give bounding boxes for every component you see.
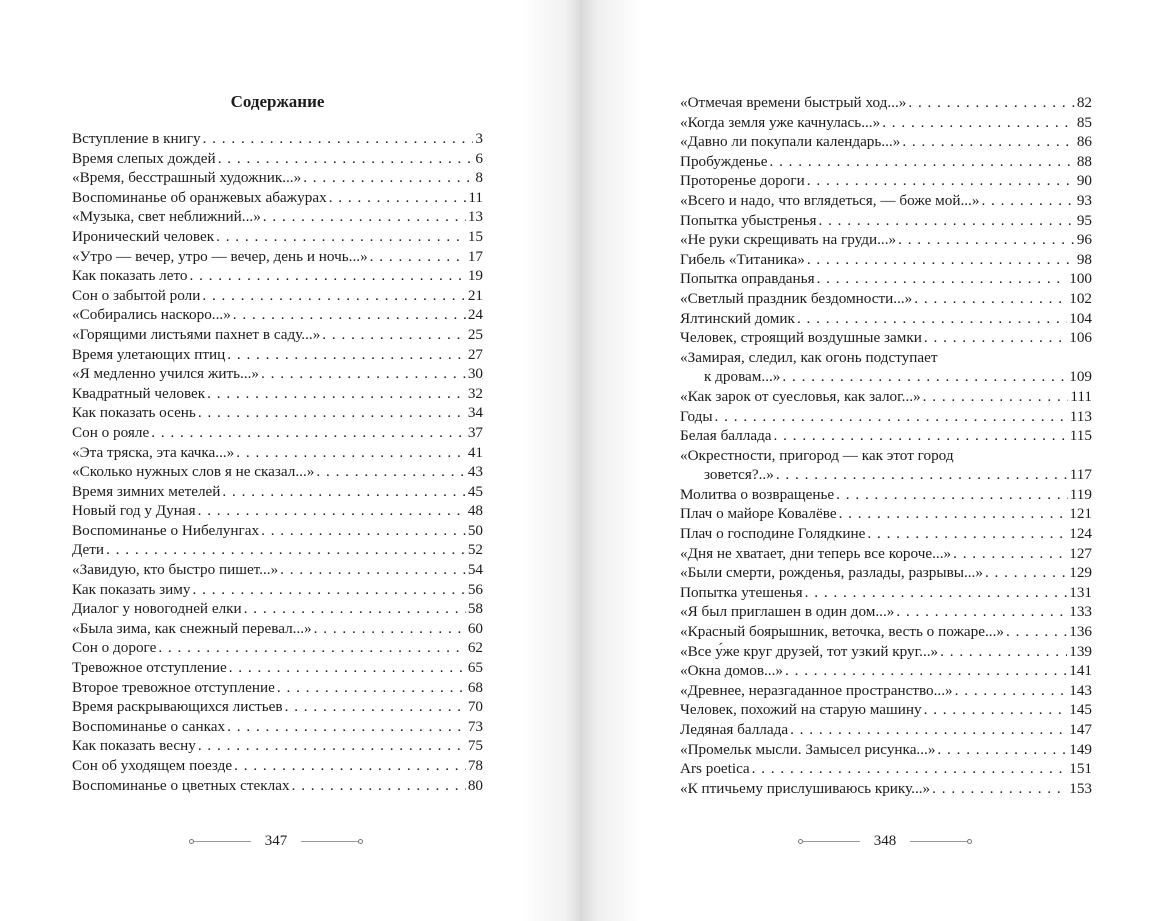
entry-title: «Сколько нужных слов я не сказал...» — [72, 463, 315, 481]
dot-leader — [151, 423, 466, 443]
dot-leader — [752, 759, 1068, 779]
entry-title: Время улетающих птиц — [72, 345, 226, 363]
toc-entry — [72, 403, 483, 423]
dot-leader — [1006, 622, 1067, 642]
entry-title-continued: зовется?..» — [704, 466, 774, 484]
entry-page: 54 — [467, 561, 483, 579]
entry-title: «Промельк мысли. Замысел рисунка...» — [680, 740, 936, 758]
dot-leader — [932, 779, 1067, 799]
entry-title: Гибель «Титаника» — [680, 250, 805, 268]
entry-page: 113 — [1069, 407, 1092, 425]
dot-leader — [924, 328, 1067, 348]
dot-leader — [261, 521, 466, 541]
toc-entry — [72, 462, 483, 482]
dot-leader — [222, 482, 465, 502]
dot-leader — [227, 345, 466, 365]
entry-title: Белая баллада — [680, 427, 772, 445]
toc-list-right — [680, 93, 1092, 798]
dot-leader — [807, 171, 1075, 191]
toc-entry — [680, 504, 1092, 524]
dot-leader — [203, 129, 474, 149]
entry-page: 60 — [467, 619, 483, 637]
entry-page: 143 — [1069, 681, 1092, 699]
dot-leader — [234, 756, 466, 776]
dot-leader — [329, 188, 467, 208]
entry-page: 98 — [1076, 250, 1092, 268]
dot-leader — [937, 740, 1067, 760]
entry-title: «Была зима, как снежный перевал...» — [72, 619, 312, 637]
entry-title: Как показать осень — [72, 404, 196, 422]
entry-page: 119 — [1069, 485, 1092, 503]
dot-leader — [218, 149, 474, 169]
entry-page: 115 — [1069, 427, 1092, 445]
entry-page: 27 — [467, 345, 483, 363]
entry-title: Новый год у Дуная — [72, 502, 196, 520]
entry-page: 43 — [467, 463, 483, 481]
toc-entry — [72, 423, 483, 443]
toc-entry — [72, 482, 483, 502]
entry-title: «Были смерти, рожденья, разлады, разрывы...» — [680, 564, 983, 582]
entry-title: «Светлый праздник бездомности...» — [680, 289, 913, 307]
entry-page: 93 — [1076, 191, 1092, 209]
toc-entry — [680, 563, 1092, 583]
entry-page: 8 — [475, 169, 483, 187]
toc-entry — [72, 364, 483, 384]
dot-leader — [158, 638, 465, 658]
entry-page: 78 — [467, 757, 483, 774]
toc-entry — [680, 269, 1092, 289]
entry-page: 95 — [1076, 211, 1092, 229]
toc-entry — [680, 622, 1092, 642]
toc-entry — [72, 678, 483, 698]
toc-entry — [72, 149, 483, 169]
dot-leader — [236, 443, 466, 463]
entry-title: Дети — [72, 541, 105, 559]
page-number-footer — [785, 833, 985, 850]
dot-leader — [981, 191, 1074, 211]
entry-page: 121 — [1069, 505, 1092, 523]
entry-page: 48 — [467, 502, 483, 520]
dot-leader — [322, 325, 466, 345]
dot-leader — [836, 485, 1068, 505]
entry-title: Попытка убыстренья — [680, 211, 817, 229]
toc-entry — [680, 211, 1092, 231]
toc-entry — [72, 717, 483, 737]
toc-entry — [72, 736, 483, 756]
dot-leader — [314, 619, 466, 639]
entry-title: Ледяная баллада — [680, 721, 789, 738]
entry-title: Сон о забытой роли — [72, 286, 201, 304]
toc-entry — [72, 560, 483, 580]
entry-title: «Я медленно учился жить...» — [72, 365, 259, 383]
page-number-footer — [176, 833, 376, 850]
dot-leader — [193, 580, 466, 600]
toc-entry — [72, 345, 483, 365]
entry-title: Человек, строящий воздушные замки — [680, 329, 922, 347]
entry-title: «Окна домов...» — [680, 662, 783, 680]
toc-entry — [72, 443, 483, 463]
toc-entry — [680, 230, 1092, 250]
entry-page: 37 — [467, 423, 483, 441]
entry-title: Воспоминанье о цветных стеклах — [72, 776, 290, 794]
entry-title: Человек, похожий на старую машину — [680, 701, 922, 719]
entry-page: 127 — [1069, 544, 1092, 562]
toc-entry — [680, 740, 1092, 760]
toc-entry — [680, 132, 1092, 152]
toc-entry — [680, 171, 1092, 191]
dot-leader — [198, 501, 466, 521]
entry-title: «Завидую, кто быстро пишет...» — [72, 561, 279, 579]
dot-leader — [198, 403, 466, 423]
entry-title-continued: к дровам...» — [704, 368, 781, 386]
entry-page: 13 — [467, 208, 483, 226]
page-number: 347 — [264, 833, 288, 849]
entry-title: Сон об уходящем поезде — [72, 757, 233, 774]
entry-page: 58 — [467, 600, 483, 618]
dot-leader — [940, 642, 1067, 662]
ornament-right-icon — [910, 839, 972, 844]
dot-leader — [902, 132, 1074, 152]
entry-page: 15 — [467, 227, 483, 245]
entry-page: 145 — [1069, 701, 1092, 719]
entry-page: 24 — [467, 306, 483, 324]
dot-leader — [898, 230, 1075, 250]
dot-leader — [316, 462, 465, 482]
toc-entry — [72, 325, 483, 345]
entry-title: «Все у́же круг друзей, тот узкий круг...» — [680, 642, 939, 660]
dot-leader — [923, 387, 1069, 407]
dot-leader — [797, 309, 1067, 329]
entry-title: Как показать лето — [72, 267, 188, 285]
entry-title: Тревожное отступление — [72, 659, 227, 677]
dot-leader — [261, 364, 466, 384]
dot-leader — [896, 602, 1067, 622]
entry-title: Воспоминанье об оранжевых абажурах — [72, 188, 327, 206]
dot-leader — [782, 367, 1067, 387]
dot-leader — [785, 661, 1067, 681]
entry-title: Сон о дороге — [72, 639, 157, 657]
dot-leader — [805, 583, 1068, 603]
entry-page: 32 — [467, 384, 483, 402]
dot-leader — [776, 465, 1068, 485]
toc-entry — [680, 407, 1092, 427]
page-number: 348 — [873, 833, 897, 849]
toc-entry — [680, 152, 1092, 172]
entry-title: Сон о рояле — [72, 423, 150, 441]
entry-page: 133 — [1069, 603, 1092, 621]
toc-entry — [72, 697, 483, 717]
toc-entry — [72, 756, 483, 776]
toc-entry — [72, 599, 483, 619]
toc-entry — [72, 658, 483, 678]
dot-leader — [292, 776, 466, 796]
toc-entry — [680, 661, 1092, 681]
entry-title: Диалог у новогодней елки — [72, 600, 242, 618]
entry-page: 80 — [467, 776, 483, 794]
toc-entry — [72, 266, 483, 286]
entry-title: Вступление в книгу — [72, 130, 201, 147]
entry-title: Ars poetica — [680, 760, 750, 778]
entry-page: 19 — [467, 267, 483, 285]
ornament-right-icon — [301, 839, 363, 844]
ornament-left-icon — [189, 839, 251, 844]
entry-page: 147 — [1069, 721, 1092, 738]
entry-title: «Горящими листьями пахнет в саду...» — [72, 325, 321, 343]
dot-leader — [106, 540, 466, 560]
dot-leader — [953, 544, 1067, 564]
right-page — [580, 0, 1165, 921]
dot-leader — [285, 697, 466, 717]
entry-page: 149 — [1069, 740, 1092, 758]
entry-title: Попытка оправданья — [680, 270, 815, 288]
entry-title: «Окрестности, пригород — как этот город — [680, 446, 954, 464]
entry-title: Ялтинский домик — [680, 309, 795, 327]
toc-entry — [680, 93, 1092, 113]
toc-entry — [680, 779, 1092, 799]
entry-title: Воспоминанье о санках — [72, 717, 226, 735]
entry-title: «Время, бесстрашный художник...» — [72, 169, 302, 187]
entry-title: «Утро — вечер, утро — вечер, день и ночь...» — [72, 247, 368, 265]
dot-leader — [908, 93, 1074, 113]
entry-page: 136 — [1069, 623, 1092, 641]
entry-page: 139 — [1069, 642, 1092, 660]
entry-page: 52 — [467, 541, 483, 559]
entry-title: Время зимних метелей — [72, 482, 221, 500]
entry-title: «Всего и надо, что вглядеться, — боже мой...» — [680, 191, 980, 209]
entry-page: 129 — [1069, 564, 1092, 582]
entry-page: 85 — [1076, 113, 1092, 131]
dot-leader — [882, 113, 1075, 133]
dot-leader — [985, 563, 1067, 583]
entry-title: «Отмечая времени быстрый ход...» — [680, 94, 907, 111]
entry-page: 82 — [1076, 94, 1092, 111]
entry-page: 75 — [467, 737, 483, 755]
entry-title: «Древнее, неразгаданное пространство...» — [680, 681, 953, 699]
entry-page: 3 — [475, 130, 483, 147]
entry-title: «Не руки скрещивать на груди...» — [680, 231, 897, 249]
entry-title: Проторенье дороги — [680, 172, 805, 190]
entry-title: Время раскрывающихся листьев — [72, 698, 283, 716]
toc-entry — [72, 286, 483, 306]
entry-page: 96 — [1076, 231, 1092, 249]
entry-page: 153 — [1069, 779, 1092, 797]
dot-leader — [774, 426, 1068, 446]
dot-leader — [790, 720, 1067, 740]
dot-leader — [227, 717, 466, 737]
contents-heading: Содержание — [230, 92, 325, 111]
dot-leader — [807, 250, 1075, 270]
entry-title: «Когда земля уже качнулась...» — [680, 113, 881, 131]
entry-title: Пробужденье — [680, 152, 768, 170]
entry-page: 88 — [1076, 152, 1092, 170]
toc-entry — [680, 250, 1092, 270]
toc-entry — [72, 776, 483, 796]
toc-entry — [72, 129, 483, 149]
entry-title: «Я был приглашен в один дом...» — [680, 603, 895, 621]
dot-leader — [202, 286, 465, 306]
entry-page: 45 — [467, 482, 483, 500]
entry-title: Иронический человек — [72, 227, 215, 245]
dot-leader — [198, 736, 466, 756]
toc-entry — [72, 305, 483, 325]
dot-leader — [244, 599, 466, 619]
entry-page: 141 — [1069, 662, 1092, 680]
toc-entry — [680, 426, 1092, 446]
dot-leader — [924, 700, 1068, 720]
entry-page: 100 — [1069, 270, 1092, 288]
entry-page: 70 — [467, 698, 483, 716]
entry-page: 62 — [467, 639, 483, 657]
entry-title: Плач о майоре Ковалёве — [680, 505, 837, 523]
toc-entry — [680, 446, 1092, 485]
toc-entry — [680, 642, 1092, 662]
toc-entry — [72, 638, 483, 658]
dot-leader — [769, 152, 1074, 172]
entry-title: Годы — [680, 407, 713, 425]
entry-title: Как показать весну — [72, 737, 196, 755]
entry-title: «Музыка, свет неближний...» — [72, 208, 261, 226]
toc-entry — [72, 540, 483, 560]
entry-page: 86 — [1076, 133, 1092, 151]
toc-entry — [680, 700, 1092, 720]
toc-entry — [72, 619, 483, 639]
entry-page: 56 — [467, 580, 483, 598]
dot-leader — [277, 678, 466, 698]
entry-page: 90 — [1076, 172, 1092, 190]
toc-entry — [680, 720, 1092, 740]
toc-entry — [72, 501, 483, 521]
entry-title: Время слепых дождей — [72, 149, 216, 167]
toc-entry — [680, 759, 1092, 779]
dot-leader — [715, 407, 1068, 427]
toc-entry — [680, 289, 1092, 309]
entry-title: Как показать зиму — [72, 580, 191, 598]
entry-page: 106 — [1069, 329, 1092, 347]
entry-page: 30 — [467, 365, 483, 383]
toc-entry — [72, 227, 483, 247]
entry-page: 11 — [468, 188, 483, 206]
entry-page: 65 — [467, 659, 483, 677]
entry-title: «Давно ли покупали календарь...» — [680, 133, 901, 151]
dot-leader — [190, 266, 466, 286]
dot-leader — [233, 305, 466, 325]
entry-title: «Собирались наскоро...» — [72, 306, 231, 324]
entry-page: 25 — [467, 325, 483, 343]
toc-entry — [680, 602, 1092, 622]
entry-page: 50 — [467, 521, 483, 539]
dot-leader — [818, 211, 1074, 231]
entry-page: 102 — [1069, 289, 1092, 307]
entry-title: Молитва о возвращенье — [680, 485, 835, 503]
dot-leader — [867, 524, 1067, 544]
entry-title: Попытка утешенья — [680, 583, 803, 601]
dot-leader — [817, 269, 1068, 289]
entry-page: 41 — [467, 443, 483, 461]
entry-page: 117 — [1069, 466, 1092, 484]
toc-entry — [72, 247, 483, 267]
entry-title: «К птичьему прислушиваюсь крику...» — [680, 779, 931, 797]
entry-page: 21 — [467, 286, 483, 304]
toc-entry — [680, 328, 1092, 348]
dot-leader — [280, 560, 466, 580]
entry-page: 109 — [1069, 368, 1092, 386]
entry-page: 111 — [1070, 387, 1092, 405]
toc-entry — [680, 387, 1092, 407]
toc-entry — [680, 681, 1092, 701]
left-page — [0, 0, 580, 921]
dot-leader — [263, 207, 466, 227]
dot-leader — [303, 168, 473, 188]
entry-page: 104 — [1069, 309, 1092, 327]
toc-entry — [680, 583, 1092, 603]
toc-entry — [680, 485, 1092, 505]
dot-leader — [207, 384, 466, 404]
entry-title: «Как зарок от суесловья, как залог...» — [680, 387, 921, 405]
entry-page: 151 — [1069, 760, 1092, 778]
toc-entry — [72, 207, 483, 227]
dot-leader — [229, 658, 466, 678]
entry-page: 73 — [467, 717, 483, 735]
dot-leader — [839, 504, 1068, 524]
toc-entry — [680, 309, 1092, 329]
toc-entry — [680, 544, 1092, 564]
ornament-left-icon — [798, 839, 860, 844]
dot-leader — [370, 247, 466, 267]
entry-page: 6 — [475, 149, 483, 167]
toc-entry — [680, 191, 1092, 211]
dot-leader — [955, 681, 1068, 701]
toc-entry — [72, 188, 483, 208]
toc-entry — [72, 384, 483, 404]
toc-entry — [680, 524, 1092, 544]
entry-page: 68 — [467, 678, 483, 696]
entry-title: Воспоминанье о Нибелунгах — [72, 521, 260, 539]
entry-title: Квадратный человек — [72, 384, 206, 402]
entry-title: «Эта тряска, эта качка...» — [72, 443, 235, 461]
entry-page: 17 — [467, 247, 483, 265]
entry-page: 124 — [1069, 525, 1092, 543]
toc-entry — [680, 113, 1092, 133]
dot-leader — [914, 289, 1067, 309]
entry-title: «Красный боярышник, веточка, весть о пожаре...» — [680, 623, 1004, 641]
entry-title: Плач о господине Голядкине — [680, 525, 866, 543]
toc-entry — [680, 348, 1092, 387]
entry-title: «Замирая, следил, как огонь подступает — [680, 348, 938, 366]
entry-title: Второе тревожное отступление — [72, 678, 275, 696]
toc-entry — [72, 521, 483, 541]
dot-leader — [216, 227, 466, 247]
entry-page: 131 — [1069, 583, 1092, 601]
toc-list-left — [72, 129, 483, 795]
entry-title: «Дня не хватает, дни теперь все короче...» — [680, 544, 952, 562]
toc-entry — [72, 580, 483, 600]
toc-entry — [72, 168, 483, 188]
entry-page: 34 — [467, 404, 483, 422]
